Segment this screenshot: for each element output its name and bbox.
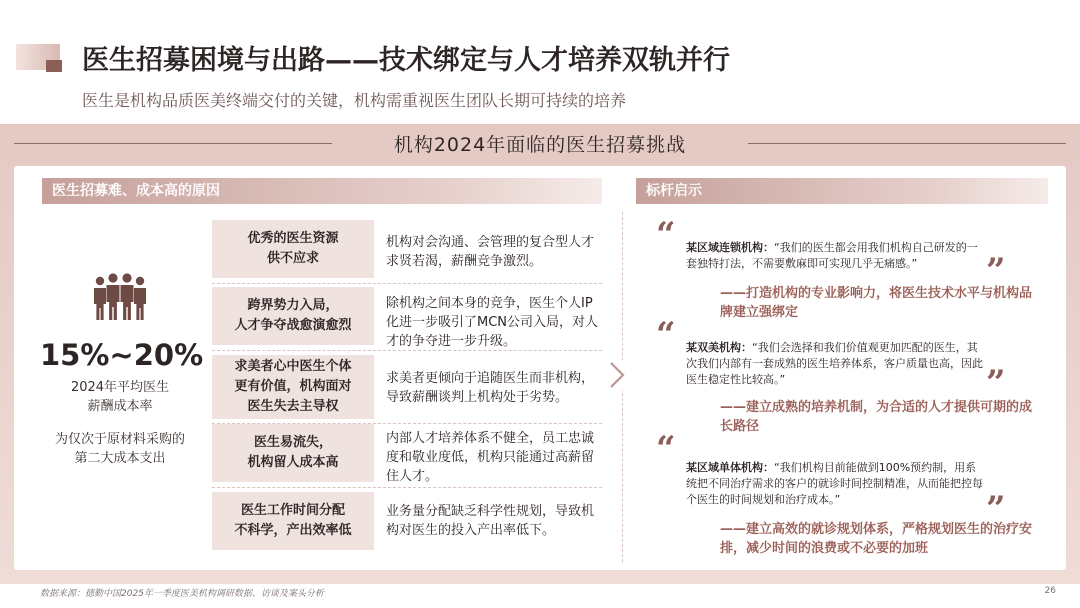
reason-title-3	[212, 355, 374, 419]
benchmark-quote-3	[686, 460, 986, 508]
reason-title-5-line-1: 医生工作时间分配	[240, 503, 345, 518]
reason-desc-1: 机构对会沟通、会管理的复合型人才求贤若渴，薪酬竞争激烈。	[386, 235, 595, 269]
benchmark-org-3: 某区域单体机构：	[686, 461, 774, 474]
page-title: 医生招募困境与出路——技术绑定与人才培养双轨并行	[82, 45, 730, 76]
reason-title-2	[212, 287, 374, 345]
stat-note-line-1: 为仅次于原材料采购的	[54, 432, 185, 447]
reason-desc-3: 求美者更倾向于追随医生而非机构，导致薪酬谈判上机构处于劣势。	[386, 371, 595, 405]
quote-close-icon: ”	[986, 363, 1006, 403]
benchmark-quote-2	[686, 340, 986, 388]
benchmark-quote-1	[686, 240, 986, 272]
people-group-icon	[92, 272, 148, 322]
data-source-note: 数据来源：德勤中国2025年一季度医美机构调研数据、访谈及案头分析	[40, 589, 324, 599]
reason-title-5	[212, 492, 374, 550]
benchmark-org-2: 某双美机构：	[686, 341, 752, 354]
reason-desc-4: 内部人才培养体系不健全，员工忠诚度和敬业度低，机构只能通过高薪留住人才。	[386, 431, 595, 484]
benchmark-org-1: 某区域连锁机构：	[686, 241, 774, 254]
reason-title-2-line-2: 人才争夺战愈演愈烈	[234, 318, 352, 333]
salary-cost-stat-label	[40, 378, 200, 416]
stat-note-line-2: 第二大成本支出	[74, 451, 166, 466]
quote-close-icon: ”	[986, 251, 1006, 291]
salary-cost-stat-note	[40, 430, 200, 468]
reason-title-4-line-1: 医生易流失，	[253, 435, 332, 450]
reason-title-1-line-2: 供不应求	[266, 251, 319, 266]
page-number: 26	[1044, 586, 1056, 596]
reason-title-5-line-2: 不科学，产出效率低	[234, 523, 352, 538]
quote-open-icon: “	[656, 315, 676, 355]
reason-title-1	[212, 220, 374, 278]
reason-title-4-line-2: 机构留人成本高	[247, 455, 339, 470]
stat-label-line-2: 薪酬成本率	[87, 399, 153, 414]
reason-desc-2: 除机构之间本身的竞争，医生个人IP化进一步吸引了MCN公司入局，对人才的争夺进一步升级。	[386, 296, 599, 349]
reason-title-3-line-1: 求美者心中医生个体	[234, 359, 352, 374]
page-subtitle: 医生是机构品质医美终端交付的关键，机构需重视医生团队长期可持续的培养	[82, 91, 627, 110]
reason-title-3-line-3: 医生失去主导权	[247, 399, 339, 414]
benchmark-quote-text-1: “我们的医生都会用我们机构自己研发的一套独特打法，不需要敷麻即可实现几乎无痛感。”	[686, 241, 978, 270]
reason-separator	[212, 487, 602, 488]
reason-title-2-line-1: 跨界势力入局，	[247, 298, 339, 313]
stat-label-line-1: 2024年平均医生	[70, 380, 170, 395]
benchmark-conclusion-2: ——建立成熟的培养机制，为合适的人才提供可期的成长路径	[720, 400, 1033, 434]
quote-open-icon: “	[656, 429, 676, 469]
panel-title: 机构2024年面临的医生招募挑战	[393, 134, 687, 156]
chevron-right-icon	[606, 360, 628, 390]
benchmark-quote-text-2: “我们会选择和我们价值观更加匹配的医生，其次我们内部有一套成熟的医生培养体系，客户质量也高，因此医生稳定性比较高。”	[686, 341, 983, 386]
salary-cost-stat-value: 15%~20%	[40, 338, 204, 372]
reason-separator	[212, 283, 602, 284]
reason-title-3-line-2: 更有价值，机构面对	[234, 379, 352, 394]
reason-desc-5: 业务量分配缺乏科学性规划，导致机构对医生的投入产出率低下。	[386, 504, 595, 538]
benchmark-conclusion-1: ——打造机构的专业影响力，将医生技术水平与机构品牌建立强绑定	[720, 286, 1033, 320]
reason-separator	[212, 350, 602, 351]
quote-open-icon: “	[656, 215, 676, 255]
reasons-section-header: 医生招募难、成本高的原因	[42, 178, 602, 204]
benchmark-conclusion-3: ——建立高效的就诊规划体系，严格规划医生的治疗安排，减少时间的浪费或不必要的加班	[720, 522, 1033, 556]
header-decoration-accent	[46, 60, 62, 72]
quote-close-icon: ”	[986, 489, 1006, 529]
reason-title-4	[212, 424, 374, 482]
reason-title-1-line-1: 优秀的医生资源	[247, 231, 339, 246]
benchmark-quote-text-3: “我们机构目前能做到100%预约制，用系统把不同治疗需求的客户的就诊时间控制精准，从而能把控每个医生的时间规划和治疗成本。”	[686, 461, 983, 506]
benchmark-section-header: 标杆启示	[636, 178, 1048, 204]
